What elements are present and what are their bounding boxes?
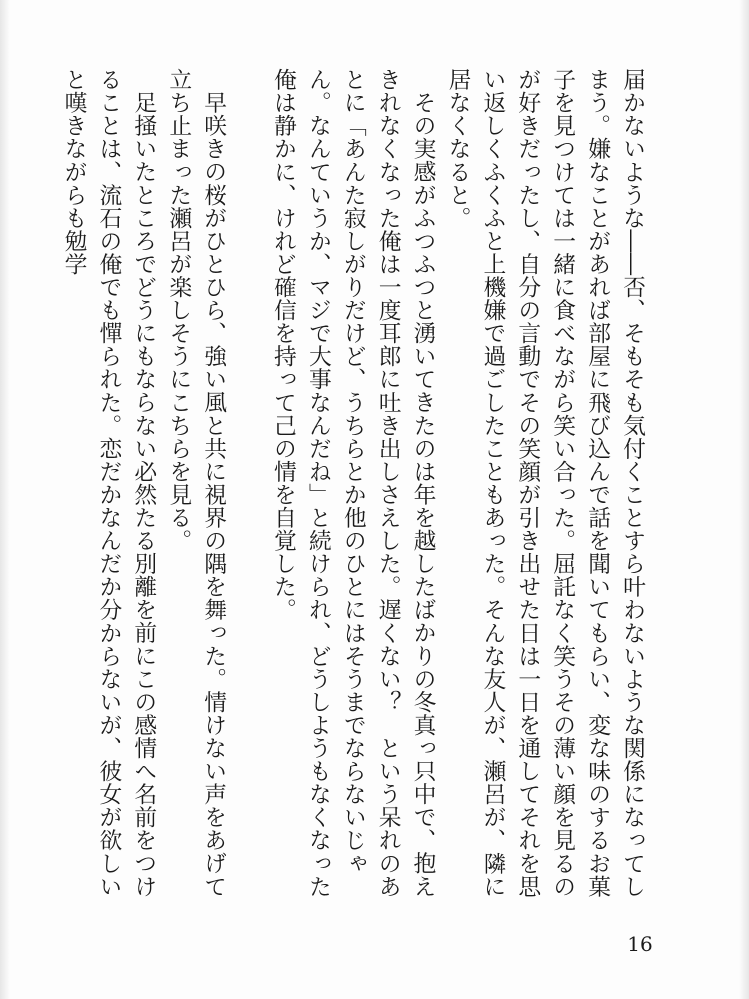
page-number: 16	[627, 932, 653, 956]
paragraph-3: 早咲きの桜がひとひら、強い風と共に視界の隅を舞った。情けない声をあげて立ち止まった瀬呂が楽しそうにこちらを見る。	[165, 68, 227, 898]
vertical-text-block	[60, 68, 649, 918]
paragraph-4: 足掻いたところでどうにもならない必然たる別離を前にこの感情へ名前をつけることは、流石の俺でも憚られた。恋だかなんだか分からないが、彼女が欲しいと嘆きながらも勉学	[60, 68, 157, 898]
page-edge-right	[739, 0, 749, 999]
scene-break	[230, 68, 265, 918]
paragraph-1: 届かないような――否、そもそも気付くことすら叶わないような関係になってしまう。嫌なことがあれば部屋に飛び込んで話を聞いてもらい、変な味のするお菓子を見つけては一緒に食べながら笑い合った。屈託なく笑うその薄い顔を見るのが好きだったし、自分の言動でその笑顔が引き出せた日は一日を通してそれを思い返しくふくふと上機嫌で過ごしたこともあった。そんな友人が、瀬呂が、隣に居なくなると。	[444, 68, 645, 898]
paragraph-2: その実感がふつふつと湧いてきたのは年を越したばかりの冬真っ只中で、抱えきれなくなった俺は一度耳郎に吐き出しさえした。遅くない？ という呆れのあとに「あんた寂しがりだけど、うちらとか他のひとにはそうまでならないじゃん。なんていうか、マジで大事なんだね」と続けられ、どうしようもなくなった俺は静かに、けれど確信を持って己の情を自覚した。	[269, 68, 436, 898]
page-edge-left	[0, 0, 10, 999]
